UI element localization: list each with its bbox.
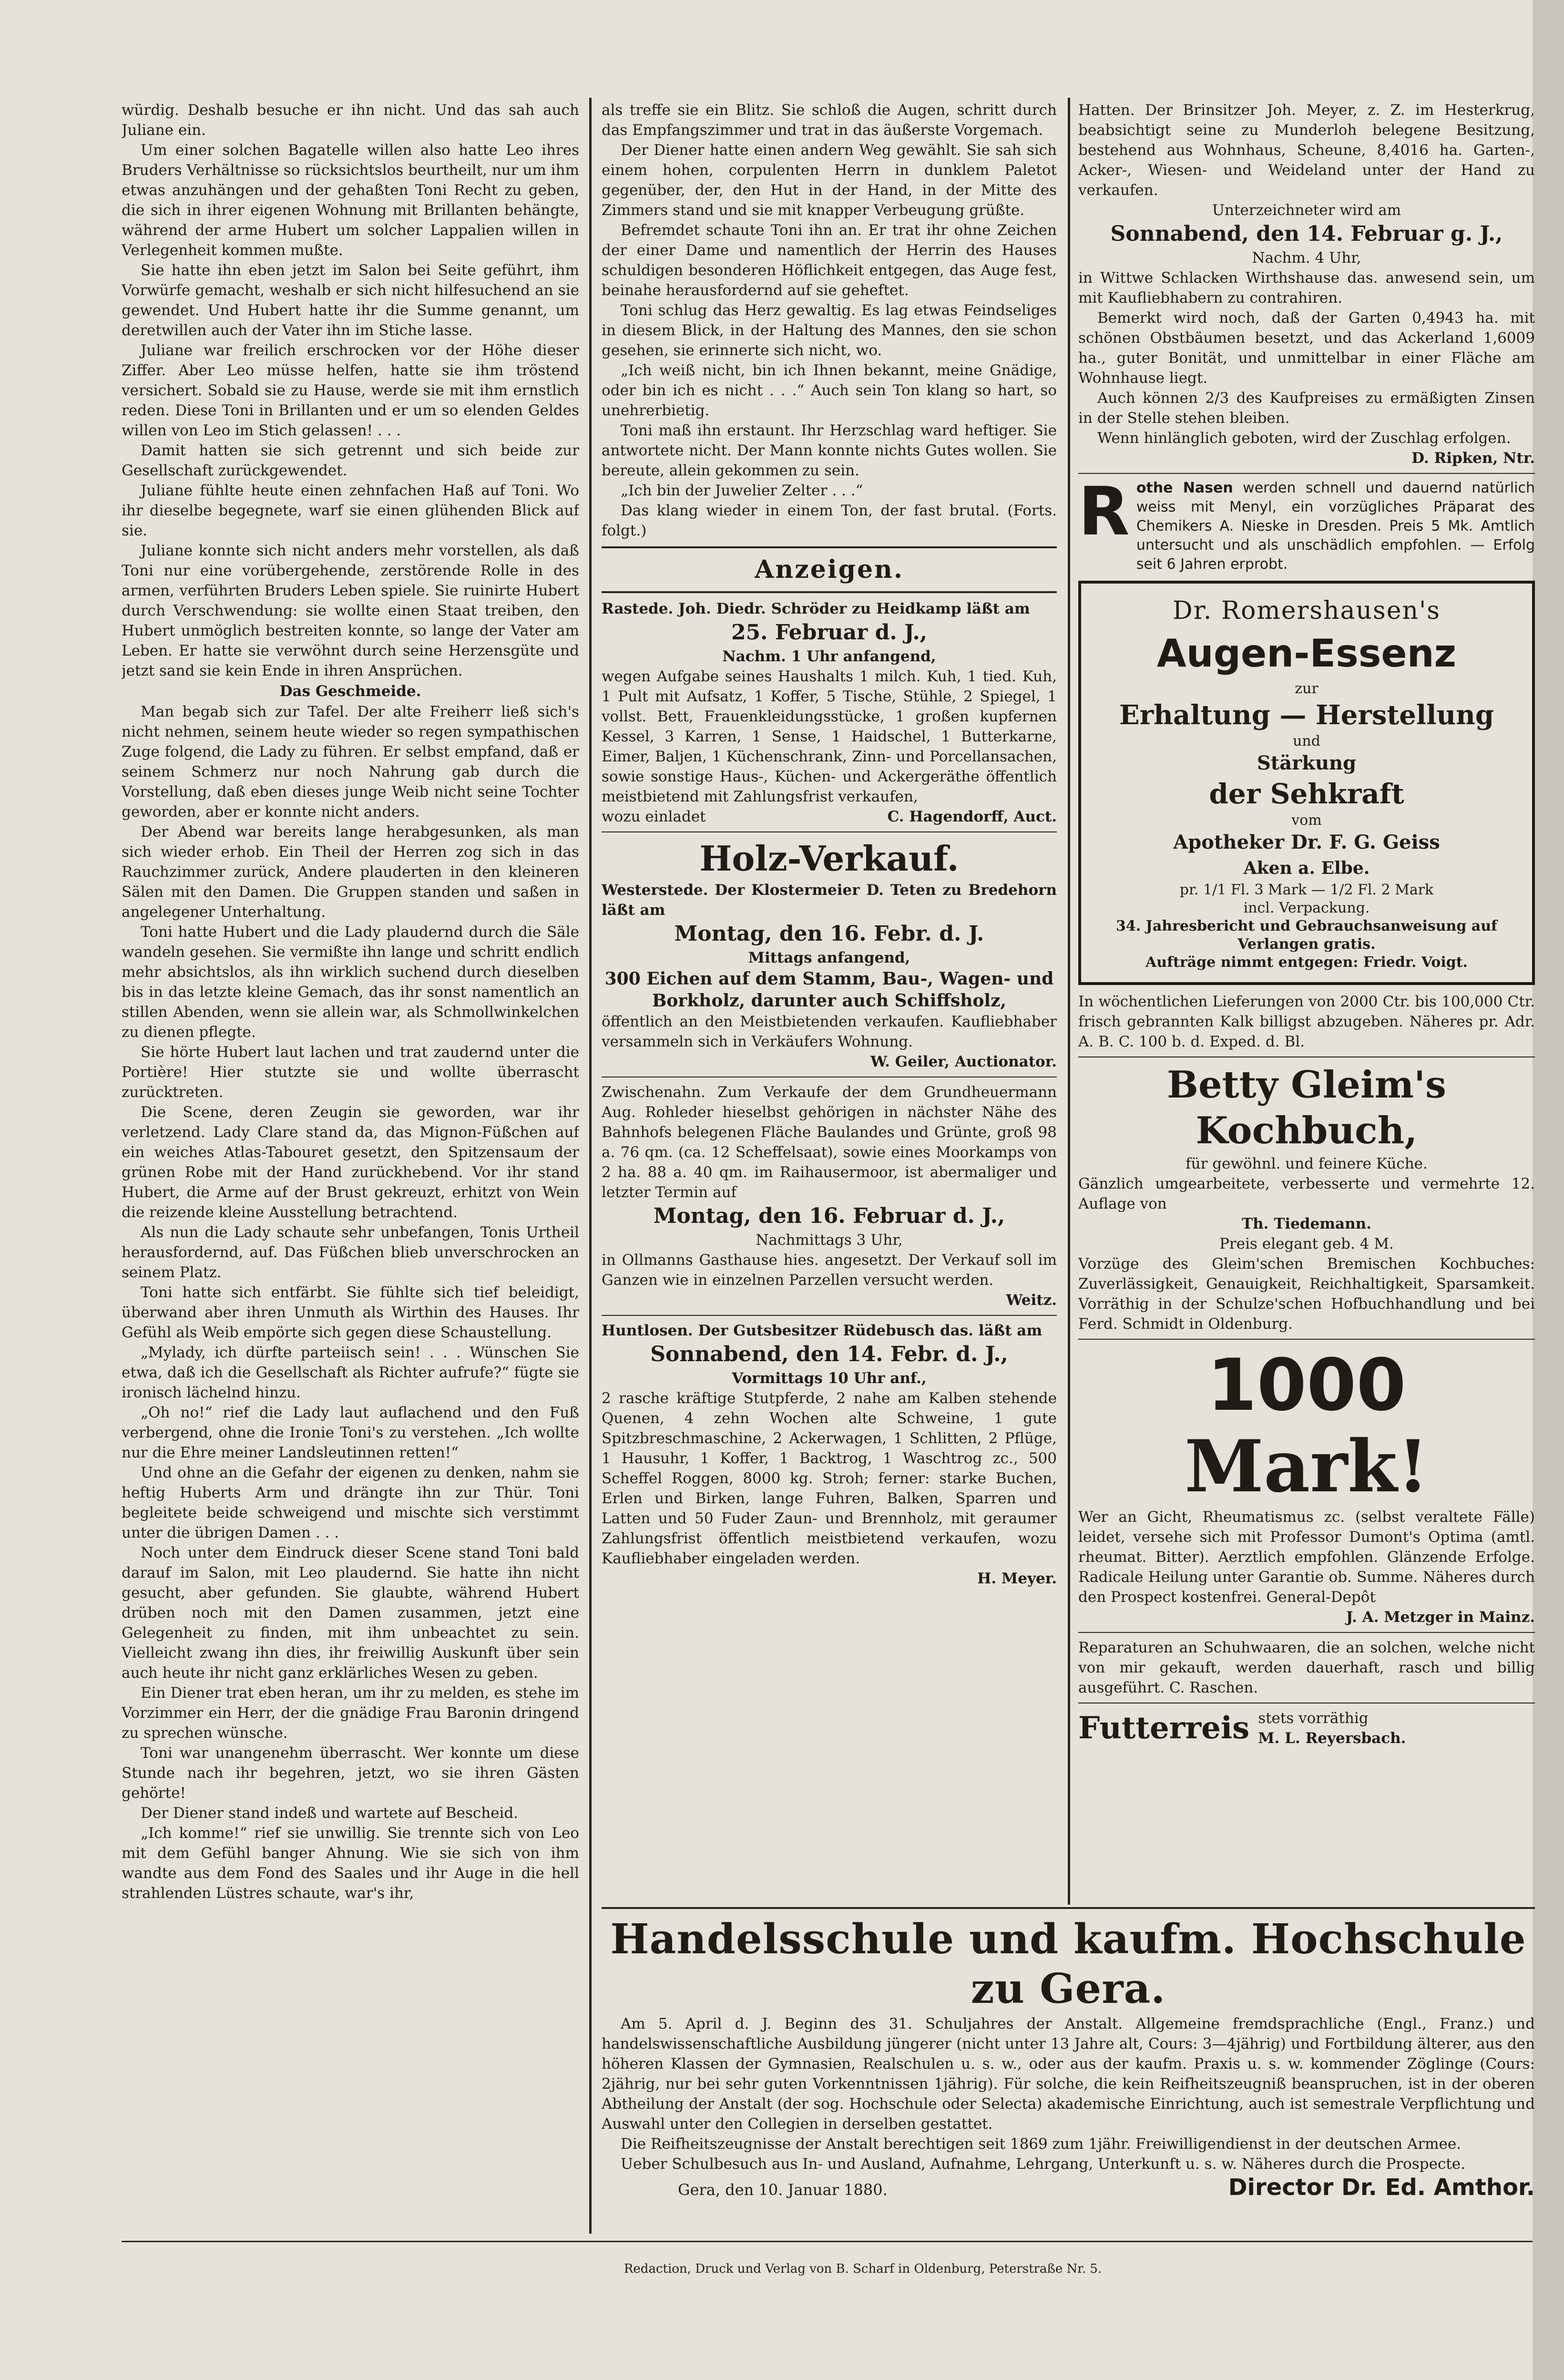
ad-headline: Futterreis [1078,1710,1250,1746]
ad-intro: Westerstede. Der Klostermeier D. Teten zu Bredehorn läßt am [602,882,1057,919]
paragraph: Sie hörte Hubert laut lachen und trat zaudernd unter die Portière! Hier stutzte sie und wollte überrascht zurücktreten. [122,1044,579,1101]
paragraph: Toni war unangenehm überrascht. Wer konnte um diese Stunde nach ihr begehren, jetzt, wo sie ihren Gästen gehörte! [122,1744,579,1802]
ad-gleim-kochbuch [1078,1062,1535,1334]
rule [602,546,1057,548]
ad-schuhwaaren: Reparaturen an Schuhwaaren, die an solchen, welche nicht von mir gekauft, werden dauerhaft, rasch und billig ausgeführt. C. Raschen. [1078,1639,1535,1696]
ad-sub: für gewöhnl. und feinere Küche. [1186,1155,1428,1172]
ad-signature: J. A. Metzger in Mainz. [1346,1609,1535,1626]
ad-author: Th. Tiedemann. [1242,1215,1371,1232]
paragraph: Der Diener stand indeß und wartete auf Bescheid. [141,1805,519,1822]
ad-time: Vormittags 10 Uhr anf., [732,1370,927,1387]
ad-text: 2 rasche kräftige Stutpferde, 2 nahe am Kalben stehende Quenen, 4 zehn Wochen alte Schweine, 1 gute Spitzbreschmaschine, 2 Ackerwagen, 1 Schlitten, 2 Pflüge, 1 Hausuhr, 1 Koffer, 1 Backtrog, 1 Waschtrog zc., 500 Scheffel Roggen, 8000 kg. Stroh; ferner: starke Buchen, Erlen und Birken, lange Fuhren, Balken, Sparren und Latten und 50 Fuder Zaun- und Brennholz, mit geraumer Zahlungsfrist öffentlich meistbietend verkaufen, wozu Kaufliebhaber eingeladen werden. [602,1390,1057,1567]
ad-line: pr. 1/1 Fl. 3 Mark — 1/2 Fl. 2 Mark [1179,882,1434,898]
ad-headline: Handelsschule und kaufm. Hochschule zu Gera. [610,1915,1526,2013]
paragraph: Toni hatte Hubert und die Lady plaudernd durch die Säle wandeln gesehen. Sie vermißte ihn lange und schritt endlich mehr absichtslos, als ihn wirklich suchend durch dieselben bis in das letzte kleine Gemach, das ihr sonst namentlich an stillen Abenden, wenn sie allein war, als Schmollwinkelchen zu dienen pflegte. [122,923,579,1041]
ad-line: Dr. Romershausen's [1173,596,1441,625]
ad-date: Montag, den 16. Febr. d. J. [674,922,984,946]
ad-date: 25. Februar d. J., [731,620,928,645]
paragraph: Der Abend war bereits lange herabgesunken, als man sich wieder erhob. Ein Theil der Herren zog sich in das Rauchzimmer zurück, Andere plauderten in den kleineren Sälen mit den Damen. Die Gruppen standen und saßen in angelegener Unterhaltung. [122,823,579,921]
ad-goods: 300 Eichen auf dem Stamm, Bau-, Wagen- und Borkholz, darunter auch Schiffsholz, [604,969,1054,1011]
ad-line: 34. Jahresbericht und Gebrauchsanweisung auf Verlangen gratis. [1116,918,1497,953]
column-2 [602,100,1057,2036]
ad-time: Nachm. 4 Uhr, [1252,249,1361,267]
section-title: Das Geschmeide. [279,683,421,700]
paragraph: Befremdet schaute Toni ihn an. Er trat ihr ohne Zeichen der einer Dame und namentlich der Herrin des Hauses schuldigen besonderen Höflichkeit entgegen, das Auge fest, beinahe herausfordernd auf sie geheftet. [602,222,1057,299]
paragraph: als treffe sie ein Blitz. Sie schloß die Augen, schritt durch das Empfangszimmer und trat in das äußerste Vorgemach. [602,102,1057,139]
rule [1078,1632,1535,1633]
ad-text: Auch können 2/3 des Kaufpreises zu ermäßigten Zinsen in der Stelle stehen bleiben. [1078,390,1535,427]
ad-signature: H. Meyer. [977,1570,1057,1587]
ad-place: Gera, den 10. Januar 1880. [678,2181,888,2199]
paragraph: Um einer solchen Bagatelle willen also hatte Leo ihres Bruders Verhältnisse so rücksichtslos beurtheilt, nur um ihm etwas anzuhängen und der gehaßten Toni Recht zu geben, die sich in ihrer eigenen Wohnung mit Brillanten behängte, während der arme Hubert um solcher Lappalien willen in Verlegenheit kommen mußte. [122,142,579,259]
paragraph: Das klang wieder in einem Ton, der fast brutal. (Forts. folgt.) [602,502,1057,539]
ad-headline: Holz-Verkauf. [699,838,959,879]
paragraph: Sie hatte ihn eben jetzt im Salon bei Seite geführt, ihm Vorwürfe gemacht, weshalb er sich nicht hilfesuchend an sie gewendet. Und Hubert hatte ihr die Summe genannt, um deretwillen auch der Vater ihn im Stiche lasse. [122,262,579,339]
ad-hatten [1078,100,1535,468]
paragraph: Noch unter dem Eindruck dieser Scene stand Toni bald darauf im Salon, mit Leo plaudernd. Sie hatte ihn nicht gesucht, aber gefunden. Sie glaubte, während Hubert drüben noch mit den Damen zusammen, jetzt eine Gelegenheit zu finden, mit ihm unbeachtet zu sein. Vielleicht zwang ihn dies, ihr freiwillig Auskunft über sein auch heute ihr nicht ganz erklärliches Wesen zu geben. [122,1544,579,1682]
paragraph: würdig. Deshalb besuche er ihn nicht. Und das sah auch Juliane ein. [122,102,579,139]
paragraph: Als nun die Lady schaute sehr unbefangen, Tonis Urtheil herausfordernd, auf. Das Füßchen blieb unverschrocken an seinem Platz. [122,1224,579,1281]
ad-line: der Sehkraft [1209,778,1404,810]
ad-text: Am 5. April d. J. Beginn des 31. Schuljahres der Anstalt. Allgemeine fremdsprachliche (Engl., Franz.) und handelswissenschaftliche Ausbildung jüngerer (nicht unter 13 Jahre alt, Cours: 3—4jährig) und Fortbildung älterer, aus den höheren Klassen der Gymnasien, Realschulen u. s. w., oder aus der kaufm. Praxis u. s. w. kommender Zöglinge (Cours: 2jährig, nur bei sehr guten Vorkenntnissen 1jährig). Für solche, die kein Reifheitszeugniß beanspruchen, ist in der oberen Abtheilung der Anstalt (der sog. Hochschule oder Selecta) akademische Einrichtung, auch ist semestrale Verpflichtung und Auswahl unter den Collegien in derselben gestattet. [602,2015,1535,2133]
paragraph: „Ich komme!“ rief sie unwillig. Sie trennte sich von Leo mit dem Gefühl banger Ahnung. Wie sie sich von ihm wandte aus dem Fond des Saales und ihr Auge in die hell strahlenden Lüstres schaute, war's ihr, [122,1825,579,1902]
sig-right: C. Hagendorff, Auct. [887,808,1057,825]
paragraph: Und ohne an die Gefahr der eigenen zu denken, nahm sie heftig Huberts Arm und drängte ihn zur Thür. Toni begleitete beide schweigend und mischte sich verstimmt unter die übrigen Damen . . . [122,1464,579,1541]
rule [602,1315,1057,1316]
ad-headline [1078,1344,1535,1507]
ad-huntlosen [602,1321,1057,1589]
paragraph: Ein Diener trat eben heran, um ihr zu melden, es stehe im Vorzimmer ein Herr, der die gnädige Frau Baronin dringend zu sprechen wünsche. [122,1684,579,1742]
ad-line: Aken a. Elbe. [1243,858,1370,878]
ad-text: Die Reifheitszeugnisse der Anstalt berechtigen seit 1869 zum 1jähr. Freiwilligendienst in der deutschen Armee. [621,2135,1462,2153]
paragraph: Juliane konnte sich nicht anders mehr vorstellen, als daß Toni nur eine vorübergehende, zerstörende Rolle in des armen, verführten Bruders Leben spiele. Sie ruinirte Hubert durch Verschwendung: sie wollte einen Staat treiben, den Hubert unmöglich bestreiten konnte, so lange der Vater am Leben. Er hatte sie verwöhnt durch seine Herzensgüte und jetzt sand sie kein Ende in ihren Ansprüchen. [122,542,579,679]
ad-time: Nachmittags 3 Uhr, [756,1231,903,1249]
paragraph: „Ich weiß nicht, bin ich Ihnen bekannt, meine Gnädige, oder bin ich es nicht . . .“ Auch sein Ton klang so hart, so unehrerbietig. [602,362,1057,419]
ad-sub: Unterzeichneter wird am [1212,202,1401,219]
drop-initial: R [1078,473,1130,551]
ad-text-wrap [1136,479,1535,574]
paragraph: Der Diener hatte einen andern Weg gewählt. Sie sah sich einem hohen, corpulenten Herrn in dunklem Paletot gegenüber, der, den Hut in der Hand, in der Mitte des Zimmers stand und sie mit knapper Verbeugung grüßte. [602,142,1057,219]
ad-line: Augen-Essenz [1156,631,1457,676]
rule [1078,1339,1535,1340]
ad-line: und [1293,733,1320,749]
imprint: Redaction, Druck und Verlag von B. Scharf in Oldenburg, Peterstraße Nr. 5. [624,2262,1102,2276]
paragraph: Toni hatte sich entfärbt. Sie fühlte sich tief beleidigt, überwand aber ihren Unmuth als Wirthin des Hauses. Ihr Gefühl als Weib empörte sich gegen diese Schaustellung. [122,1284,579,1341]
paragraph: „Oh no!“ rief die Lady laut auflachend und den Fuß verbergend, ohne die Ironie Toni's zu verstehen. „Ich wollte nur die Ehre meiner Landsleutinnen retten!“ [122,1404,579,1461]
rule [1078,473,1535,474]
ad-intro: Rastede. Joh. Diedr. Schröder zu Heidkamp läßt am [602,600,1030,617]
ad-bold: othe Nasen [1136,480,1233,496]
ad-text: Vorzüge des Gleim'schen Bremischen Kochbuches: Zuverlässigkeit, Genauigkeit, Reichhaltigkeit, Sparsamkeit. Vorräthig in der Schulze'schen Hofbuchhandlung und bei Ferd. Schmidt in Oldenburg. [1078,1255,1535,1333]
ad-intro: Huntlosen. Der Gutsbesitzer Rüdebusch das. läßt am [602,1322,1043,1339]
ad-date: Sonnabend, den 14. Febr. d. J., [650,1342,1008,1366]
ad-signature: W. Geiler, Auctionator. [870,1053,1057,1070]
column-rule-2 [1068,98,1070,1905]
ad-line: Stärkung [1257,752,1357,774]
ad-text: Wer an Gicht, Rheumatismus zc. (selbst veraltete Fälle) leidet, versehe sich mit Professor Dumont's Optima (amtl. rheumat. Bitter). Aerztlich empfohlen. Glänzende Erfolge. Radicale Heilung unter Garantie ob. Summe. Näheres durch den Prospect kostenfrei. General-Depôt [1078,1508,1535,1606]
ad-text: Ueber Schulbesuch aus In- und Ausland, Aufnahme, Lehrgang, Unterkunft u. s. w. Näheres durch die Prospecte. [621,2155,1465,2173]
ad-date: Sonnabend, den 14. Februar g. J., [1110,222,1503,246]
ad-line: incl. Verpackung. [1243,900,1370,916]
ad-time: Nachm. 1 Uhr anfangend, [722,648,936,665]
rule [602,591,1057,593]
paragraph: „Mylady, ich dürfte parteiisch sein! . . . Wünschen Sie etwa, daß ich die Gesellschaft als Richter aufrufe?“ fügte sie ironisch lächelnd hinzu. [122,1344,579,1401]
column-3 [1078,100,1535,2036]
rule [602,1907,1535,1909]
ad-price: Preis elegant geb. 4 M. [1219,1235,1394,1252]
ad-text: in Ollmanns Gasthause hies. angesetzt. Der Verkauf soll im Ganzen wie in einzelnen Parzellen versucht werden. [602,1252,1057,1289]
ad-signature: M. L. Reyersbach. [1258,1730,1406,1747]
ad-rothe-nasen [1078,473,1535,574]
ad-signature [602,807,1057,827]
ad-text: Hatten. Der Brinsitzer Joh. Meyer, z. Z. im Hesterkrug, beabsichtigt seine zu Munderloh belegene Besitzung, bestehend aus Wohnhaus, Scheune, 8,4016 ha. Garten-, Acker-, Wiesen- und Weideland unter der Hand zu verkaufen. [1078,102,1535,199]
ad-text: stets vorräthig [1258,1710,1369,1727]
ad-handelsschule-gera [602,1907,1535,2201]
ad-holz-verkauf [602,837,1057,1072]
ad-signature-row [602,2174,1535,2201]
ad-date: Montag, den 16. Februar d. J., [653,1204,1005,1228]
ad-zwischenahn [602,1082,1057,1310]
ad-line: Erhaltung — Herstellung [1119,699,1494,731]
ad-kalk: In wöchentlichen Lieferungen von 2000 Ctr. bis 100,000 Ctr. frisch gebrannten Kalk billigst abzugeben. Näheres pr. Adr. A. B. C. 100 b. d. Exped. d. Bl. [1078,993,1535,1050]
paragraph: Damit hatten sie sich getrennt und sich beide zur Gesellschaft zurückgewendet. [122,442,579,479]
ad-line: Apotheker Dr. F. G. Geiss [1173,831,1440,853]
ad-line: vom [1291,812,1322,829]
ad-text: Gänzlich umgearbeitete, verbesserte und vermehrte 12. Auflage von [1078,1175,1535,1212]
paragraph: Die Scene, deren Zeugin sie geworden, war ihr verletzend. Lady Clare stand da, das Mignon-Füßchen auf ein weiches Atlas-Tabouret gesetzt, den Spitzensaum der grünen Robe mit der Hand zurückhebend. Vor ihr stand Hubert, die Arme auf der Brust gekreuzt, erhitzt von Wein die reizende kleine Ausstellung betrachtend. [122,1104,579,1221]
ad-headline: Betty Gleim's Kochbuch, [1167,1063,1446,1152]
paragraph: Toni schlug das Herz gewaltig. Es lag etwas Feindseliges in diesem Blick, in der Haltung des Mannes, den sie schon gesehen, sie erinnerte sich nicht, wo. [602,302,1057,359]
ad-text: öffentlich an den Meistbietenden verkaufen. Kaufliebhaber versammeln sich in Verkäufers Wohnung. [602,1013,1057,1050]
ad-text: wegen Aufgabe seines Haushalts 1 milch. Kuh, 1 tied. Kuh, 1 Pult mit Aufsatz, 1 Koffer, 5 Tische, Stühle, 2 Spiegel, 1 vollst. Bett, Frauenkleidungsstücke, 1 großen kupfernen Kessel, 3 Karren, 1 Sense, 1 Haidschel, 1 Butterkarne, Eimer, Baljen, 1 Küchenschrank, Zinn- und Porcellansachen, sowie sonstige Haus-, Küchen- und Ackergeräthe öffentlich meistbietend mit Zahlungsfrist verkaufen, [602,668,1057,805]
ad-auction-rastede [602,599,1057,827]
paragraph: Man begab sich zur Tafel. Der alte Freiherr ließ sich's nicht nehmen, seinem heute wieder so regen sympathischen Zuge folgend, die Lady zu führen. Er selbst empfand, daß er seinem Schmerz nur noch Nahrung gab durch die Vorstellung, daß eben dieses junge Weib nicht seine Tochter geworden, aber er konnte nicht anders. [122,703,579,821]
column-rule-1 [589,98,592,2234]
sig-left: wozu einladet [602,808,706,825]
ad-signature: Weitz. [1006,1292,1057,1309]
ad-futterreis [1078,1708,1535,1748]
ad-text: in Wittwe Schlacken Wirthshause das. anwesend sein, um mit Kaufliebhabern zu contrahiren. [1078,269,1535,307]
ad-text: Wenn hinlänglich geboten, wird der Zuschlag erfolgen. [1097,430,1511,447]
page-edge [1533,0,1564,2380]
ad-word: Mark! [1184,1425,1429,1508]
rule [602,831,1057,832]
ad-augen-essenz [1078,581,1535,985]
ad-director: Director Dr. Ed. Amthor. [1228,2174,1535,2201]
ad-line: Aufträge nimmt entgegen: Friedr. Voigt. [1145,954,1468,971]
ad-signature: D. Ripken, Ntr. [1411,450,1535,467]
column-1-novel [122,100,579,2231]
paragraph: Juliane fühlte heute einen zehnfachen Haß auf Toni. Wo ihr dieselbe begegnete, warf sie einen glühenden Blick auf sie. [122,482,579,539]
paragraph: „Ich bin der Juwelier Zelter . . .“ [621,482,863,499]
paragraph: Toni maß ihn erstaunt. Ihr Herzschlag ward heftiger. Sie antwortete nicht. Der Mann konnte nichts Gutes wollen. Sie bereute, allein gekommen zu sein. [602,422,1057,479]
ad-text: Bemerkt wird noch, daß der Garten 0,4943 ha. mit schönen Obstbäumen besetzt, und das Ackerland 1,6009 ha., guter Bonität, und unmittelbar in einer Fläche am Wohnhause liegt. [1078,309,1535,387]
ad-text: Zwischenahn. Zum Verkaufe der dem Grundheuermann Aug. Rohleder hieselbst gehörigen in nächster Nähe des Bahnhofs belegenen Fläche Baulandes und Grünte, groß 98 a. 76 qm. (ca. 12 Scheffelsaat), sowie eines Moorkamps von 2 ha. 88 a. 40 qm. im Raihausermoor, ist abermaliger und letzter Termin auf [602,1084,1057,1201]
ads-heading: Anzeigen. [755,555,904,584]
footer-rule [122,2241,1533,2242]
ad-1000-mark [1078,1344,1535,1627]
ad-line: zur [1295,680,1319,697]
ad-text-block [1258,1708,1406,1748]
ad-number: 1000 [1207,1344,1406,1427]
ad-text: werden schnell und dauernd natürlich weiss mit Menyl, ein vorzügliches Präparat des Chemikers A. Nieske in Dresden. Preis 5 Mk. Amtlich untersucht und als unschädlich empfohlen. — Erfolg seit 6 Jahren erprobt. [1136,480,1535,573]
ad-time: Mittags anfangend, [748,949,910,966]
paragraph: Juliane war freilich erschrocken vor der Höhe dieser Ziffer. Aber Leo müsse helfen, hatte sie ihm tröstend versichert. Sobald sie zu Hause, werde sie mit ihm ernstlich reden. Diese Toni in Brillanten und er um so elenden Geldes willen von Leo im Stich gelassen! . . . [122,342,579,439]
